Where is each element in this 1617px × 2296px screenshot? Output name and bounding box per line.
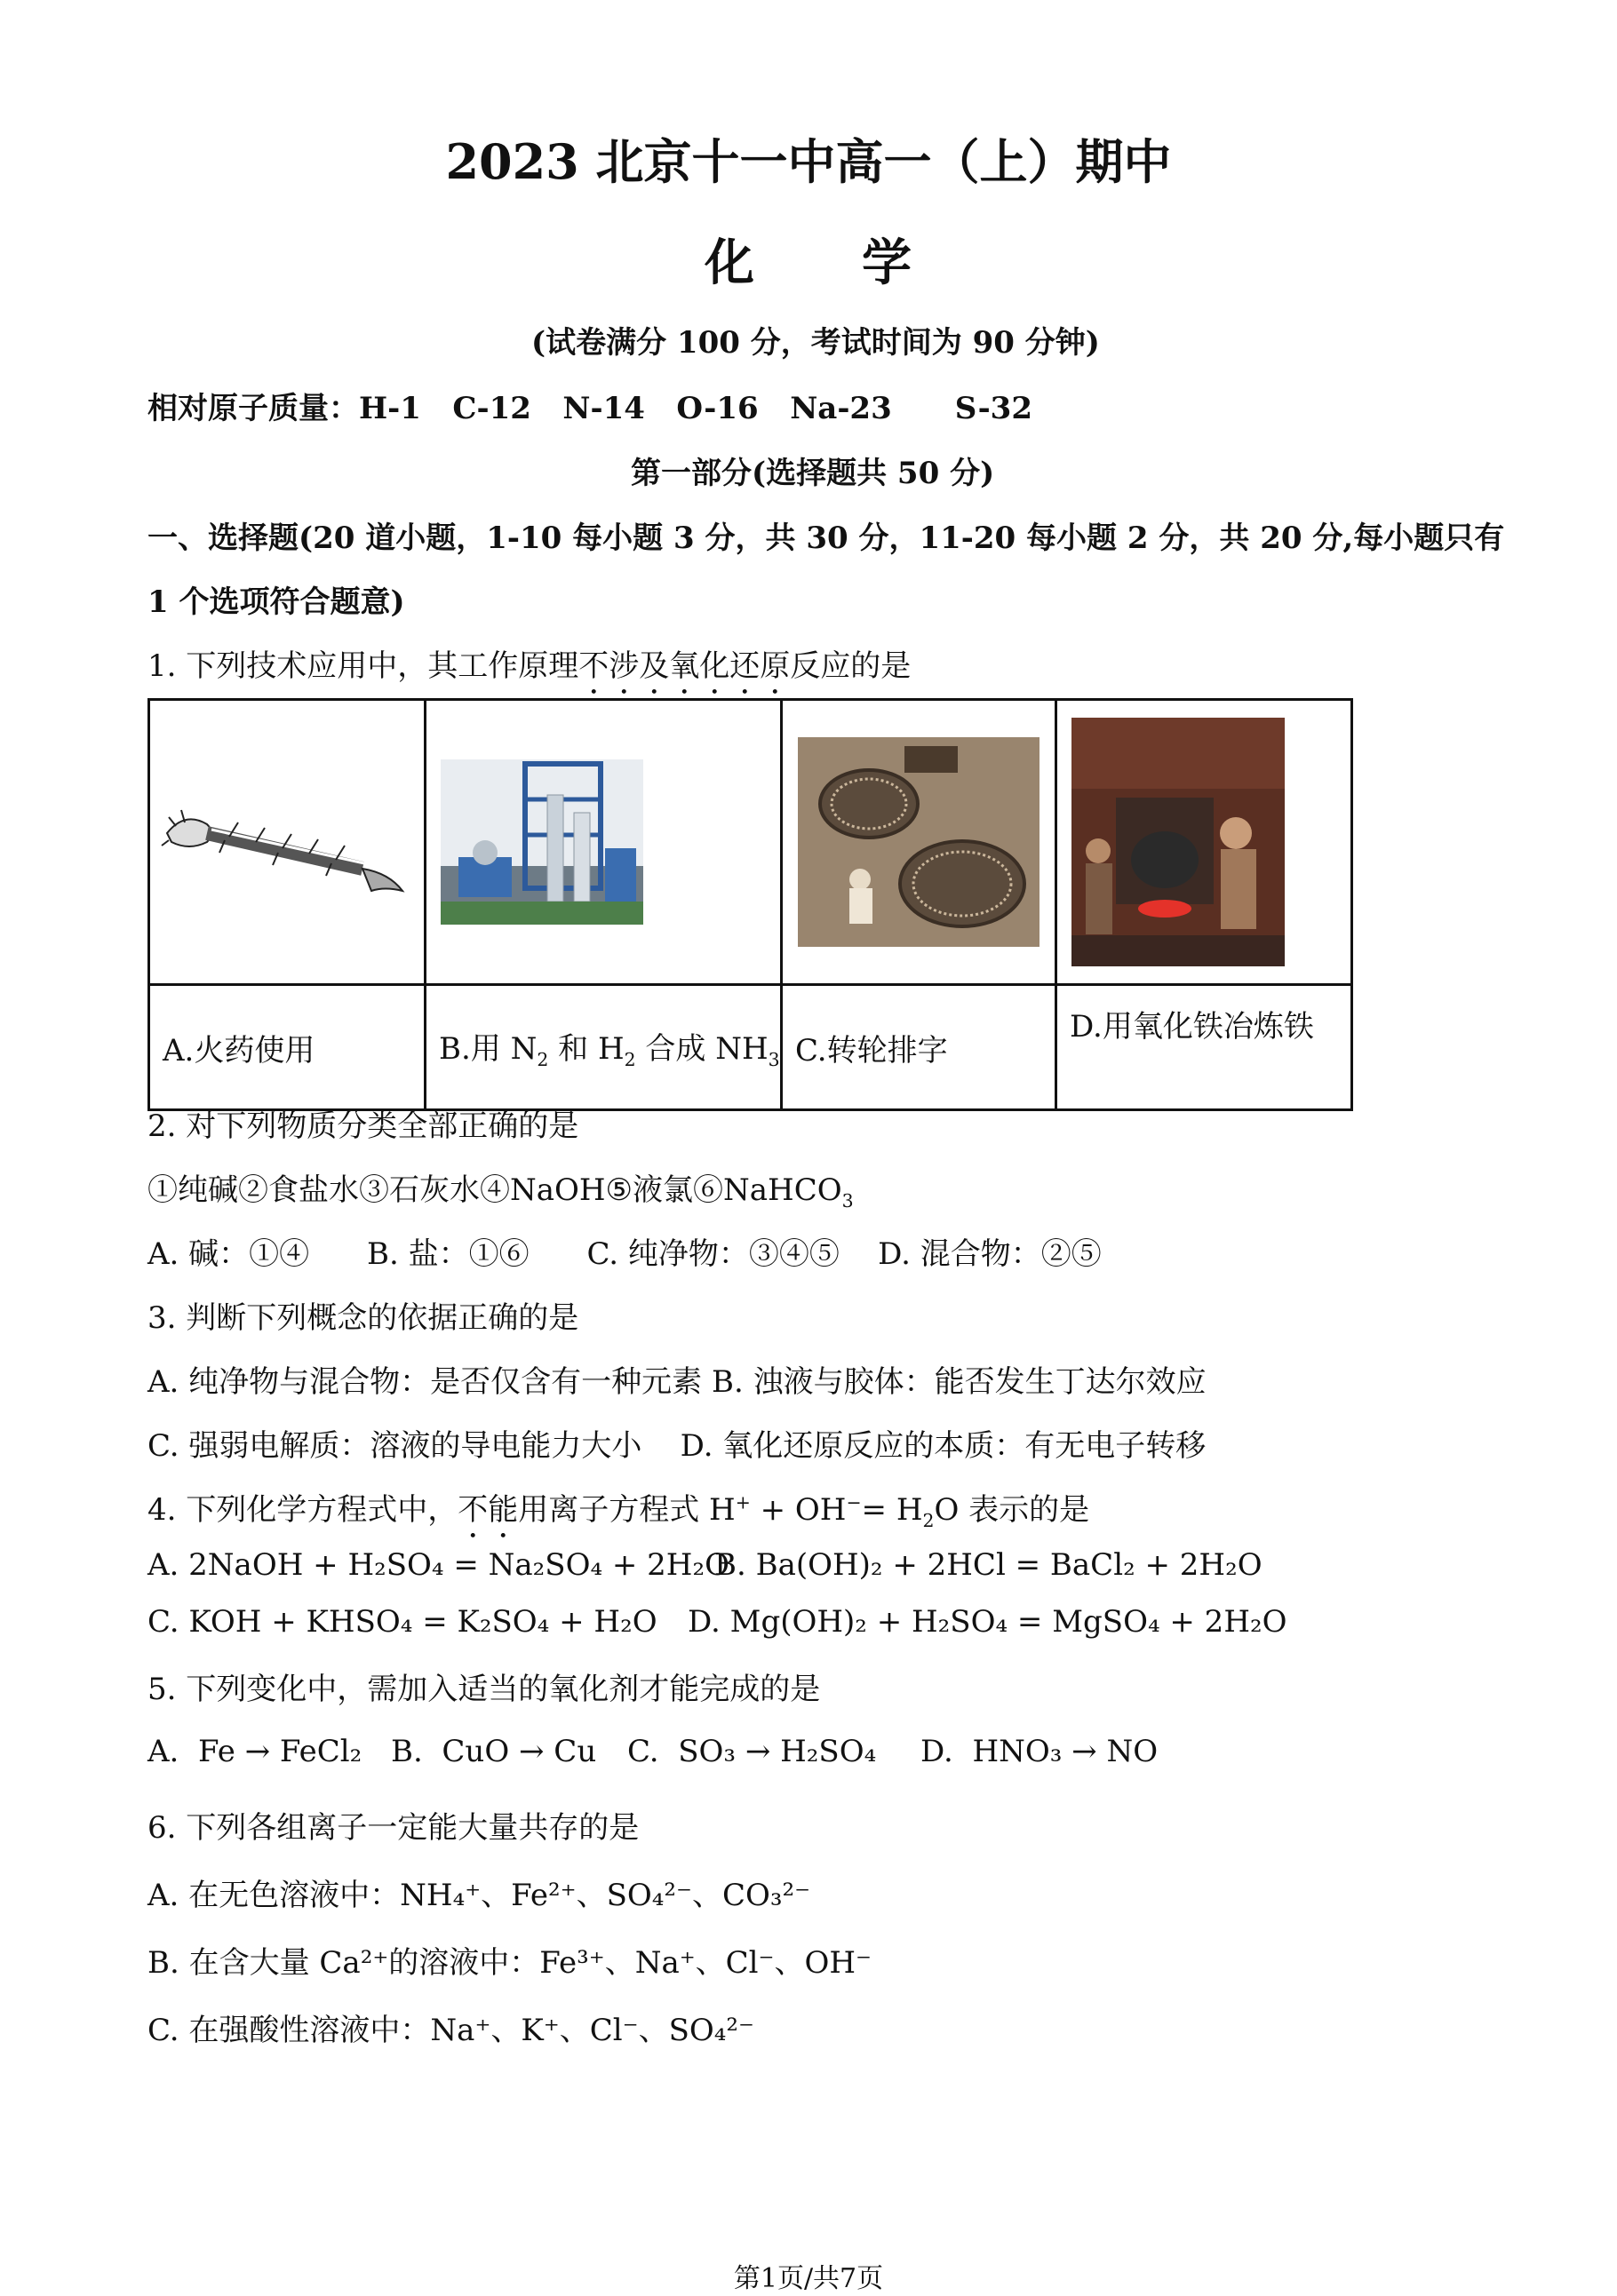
rotary-typesetting-image [798,737,1040,947]
q2-items-sub: 3 [841,1189,854,1212]
exam-info: (试卷满分 100 分，考试时间为 90 分钟) [531,325,1100,361]
q1-option-b-label [439,1031,780,1070]
q1-option-b [426,985,782,1110]
q1-option-b-part: 合成 NH [635,1031,769,1068]
section-instruction-2: 1 个选项符合题意) [147,584,405,620]
q4-sub: 2 [922,1509,935,1531]
section-instruction-1: 一、选择题(20 道小题，1-10 每小题 3 分，共 30 分，11-20 每小题 2 分，共 20 分,每小题只有 [147,520,1505,556]
fire-dragon-rocket-image [158,771,416,913]
q1-image-cell-c [782,700,1056,985]
question-3-line-1: A. 纯净物与混合物：是否仅含有一种元素 B. 浊液与胶体：能否发生丁达尔效应 [147,1364,1207,1400]
q1-image-cell-d [1056,700,1352,985]
q1-stem-part: 反应的是 [790,648,912,684]
q4-sup: − [846,1491,862,1513]
question-4-option-a: A. 2NaOH + H₂SO₄ = Na₂SO₄ + 2H₂O [147,1547,729,1583]
question-3-line-2: C. 强弱电解质：溶液的导电能力大小 D. 氧化还原反应的本质：有无电子转移 [147,1428,1207,1464]
question-2-stem: 2. 对下列物质分类全部正确的是 [147,1108,579,1144]
q4-sup: + [735,1491,751,1513]
part-title: 第一部分(选择题共 50 分) [631,456,995,491]
subject-char-1: 化 [705,234,755,292]
q1-option-c-label: C.转轮排字 [795,1032,948,1069]
question-4-option-b: B. Ba(OH)₂ + 2HCl = BaCl₂ + 2H₂O [714,1547,1263,1583]
q1-emphasis: 不涉及氧化还原 [578,648,791,684]
question-6-option-b: B. 在含大量 Ca²⁺的溶液中：Fe³⁺、Na⁺、Cl⁻、OH⁻ [147,1945,872,1981]
q1-stem-part: 1. 下列技术应用中，其工作原理 [147,648,579,684]
question-2-items [147,1165,854,1212]
iron-smelting-image [1071,718,1285,966]
question-5-option-b: B. CuO → Cu [391,1734,597,1769]
page-number: 第1页/共7页 [733,2263,884,2294]
q1-option-b-part: 和 H [548,1031,625,1068]
question-5-stem: 5. 下列变化中，需加入适当的氧化剂才能完成的是 [147,1672,821,1707]
question-6-option-a: A. 在无色溶液中：NH₄⁺、Fe²⁺、SO₄²⁻、CO₃²⁻ [147,1878,811,1913]
q1-sub: 2 [624,1048,636,1070]
question-4-option-d: D. Mg(OH)₂ + H₂SO₄ = MgSO₄ + 2H₂O [688,1604,1287,1640]
subject-title [0,224,1617,295]
q1-option-a [149,985,426,1110]
question-4-option-c: C. KOH + KHSO₄ = K₂SO₄ + H₂O [147,1604,657,1640]
q4-stem-part: 用离子方程式 H [518,1492,736,1528]
q4-emphasis: 不能 [458,1492,519,1528]
q1-option-a-label: A.火药使用 [163,1032,315,1069]
q1-option-d-label: D.用氧化铁冶炼铁 [1070,1009,1314,1045]
q1-option-d [1056,985,1352,1110]
question-6-stem: 6. 下列各组离子一定能大量共存的是 [147,1810,640,1846]
chemical-plant-image [441,759,643,925]
q4-stem-part: = H [861,1492,923,1528]
question-5-option-c: C. SO₃ → H₂SO₄ [627,1734,877,1769]
question-2-options: A. 碱：①④ B. 盐：①⑥ C. 纯净物：③④⑤ D. 混合物：②⑤ [147,1236,1102,1272]
question-5-option-a: A. Fe → FeCl₂ [147,1734,362,1769]
page-title: 2023 北京十一中高一（上）期中 [445,133,1172,190]
question-4-stem [147,1485,1089,1545]
q2-items-text: ①纯碱②食盐水③石灰水④NaOH⑤液氯⑥NaHCO [147,1172,842,1208]
q1-sub: 3 [768,1048,780,1070]
question-5-option-d: D. HNO₃ → NO [920,1734,1159,1769]
atomic-mass-line: 相对原子质量：H-1 C-12 N-14 O-16 Na-23 S-32 [147,391,1032,426]
question-3-stem: 3. 判断下列概念的依据正确的是 [147,1300,579,1336]
q1-image-cell-a [149,700,426,985]
question-6-option-c: C. 在强酸性溶液中：Na⁺、K⁺、Cl⁻、SO₄²⁻ [147,2013,754,2048]
question-1-stem [147,641,911,702]
q1-image-cell-b [426,700,782,985]
q4-stem-part: + OH [750,1492,847,1528]
q1-sub: 2 [537,1048,549,1070]
subject-char-2: 学 [862,234,912,292]
question-1-table [147,698,1353,1111]
q1-option-b-part: B.用 N [439,1031,538,1068]
q4-stem-part: O 表示的是 [934,1492,1090,1528]
q4-stem-part: 4. 下列化学方程式中， [147,1492,458,1528]
q1-option-c [782,985,1056,1110]
